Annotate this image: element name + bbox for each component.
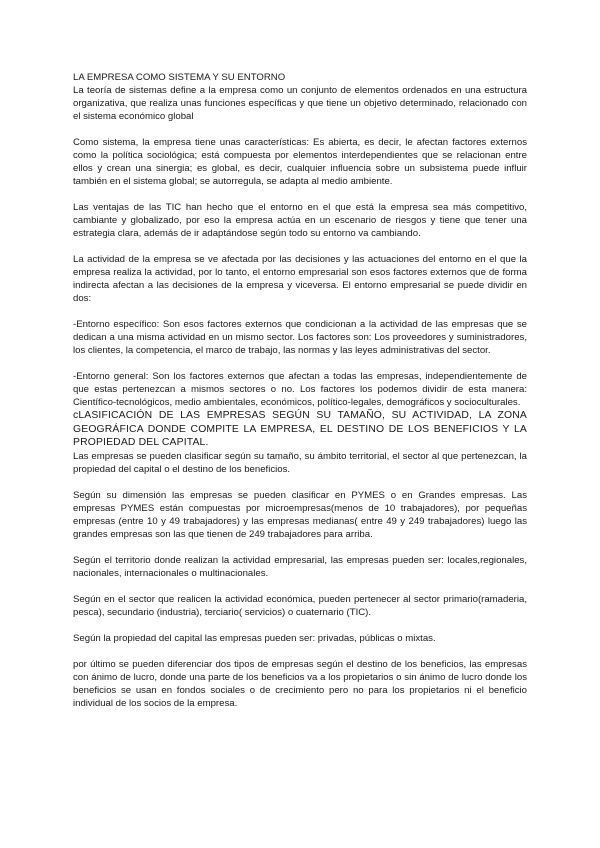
- paragraph-profit-destination: por último se pueden diferenciar dos tipos de empresas según el destino de los beneficios, las empresas con ánimo de lucro, donde una parte de los beneficios va a los propietarios o sin ánimo de lucro donde los beneficios se usan en fondos sociales o de crecimiento pero no para los propietarios ni el beneficio individual de los socios de la empresa.: [73, 658, 527, 709]
- paragraph-general-environment: -Entorno general: Son los factores externos que afectan a todas las empresas, independientemente de que estas pertenezcan a mismos sectores o no. Los factores los podemos dividir de esta manera: Científico-tecnológicos, medio ambientales, económicos, político-legales, demográficos y socioculturales.: [73, 371, 527, 408]
- paragraph-capital: Según la propiedad del capital las empresas pueden ser: privadas, públicas o mixtas.: [73, 632, 436, 644]
- paragraph-specific-environment: -Entorno específico: Son esos factores externos que condicionan a la actividad de las empresas que se dedican a una misma actividad en un mismo sector. Los factores son: Los proveedores y suministradores, los clientes, la competencia, el marco de trabajo, las normas y las leyes administrativas del sector.: [73, 319, 527, 356]
- paragraph-sector: Según en el sector que realicen la actividad económica, pueden pertenecer al sector primario(ramaderia, pesca), secundario (industria), terciario( servicios) o cuaternario (TIC).: [73, 593, 527, 618]
- document-page: [73, 71, 527, 710]
- paragraph-size: Según su dimensión las empresas se pueden clasificar en PYMES o en Grandes empresas. Las empresas PYMES están compuestas por microempresas(menos de 10 trabajadores), por pequeñas empresas (entre 10 y 49 trabajadores) y las empresas medianas( entre 49 y 249 trabajadores) luego las grandes empresas son las que tienen de 249 trabajadores para arriba.: [73, 489, 527, 540]
- paragraph-system-theory: La teoría de sistemas define a la empresa como un conjunto de elementos ordenados en una estructura organizativa, que realiza unas funciones específicas y que tiene un objetivo determinado, relacionado con el sistema económico global: [73, 85, 527, 122]
- paragraph-territory: Según el territorio donde realizan la actividad empresarial, las empresas pueden ser: locales,regionales, nacionales, internacionales o multinacionales.: [73, 554, 527, 579]
- paragraph-classification-intro: Las empresas se pueden clasificar según su tamaño, su ámbito territorial, el sector al que pertenezcan, la propiedad del capital o el destino de los beneficios.: [73, 450, 527, 475]
- document-title: LA EMPRESA COMO SISTEMA Y SU ENTORNO: [73, 72, 286, 83]
- paragraph-tic-advantages: Las ventajas de las TIC han hecho que el entorno en el que está la empresa sea más competitivo, cambiante y globalizado, por eso la empresa actúa en un escenario de riesgos y tiene que tener una estrategia clara, además de ir adaptándose según todo su entorno va cambiando.: [73, 202, 527, 239]
- paragraph-business-environment: La actividad de la empresa se ve afectada por las decisiones y las actuaciones del entorno en el que la empresa realiza la actividad, por lo tanto, el entorno empresarial son esos factores externos que de forma indirecta afectan a las decisiones de la empresa y viceversa. El entorno empresarial se puede dividir en dos:: [73, 254, 527, 304]
- paragraph-characteristics: Como sistema, la empresa tiene unas características: Es abierta, es decir, le afectan factores externos como la política sociológica; está compuesta por elementos interdependientes que se relacionan entre ellos y crean una sinergia; es global, es decir, cualquier influencia sobre un subsistema puede influir también en el sistema global; se autorregula, se adapta al medio ambiente.: [73, 137, 527, 187]
- section-heading-classification: cLASIFICACIÓN DE LAS EMPRESAS SEGÚN SU TAMAÑO, SU ACTIVIDAD, LA ZONA GEOGRÁFICA DONDE COMPITE LA EMPRESA, EL DESTINO DE LOS BENEFICIOS Y LA PROPIEDAD DEL CAPITAL.: [73, 410, 527, 449]
